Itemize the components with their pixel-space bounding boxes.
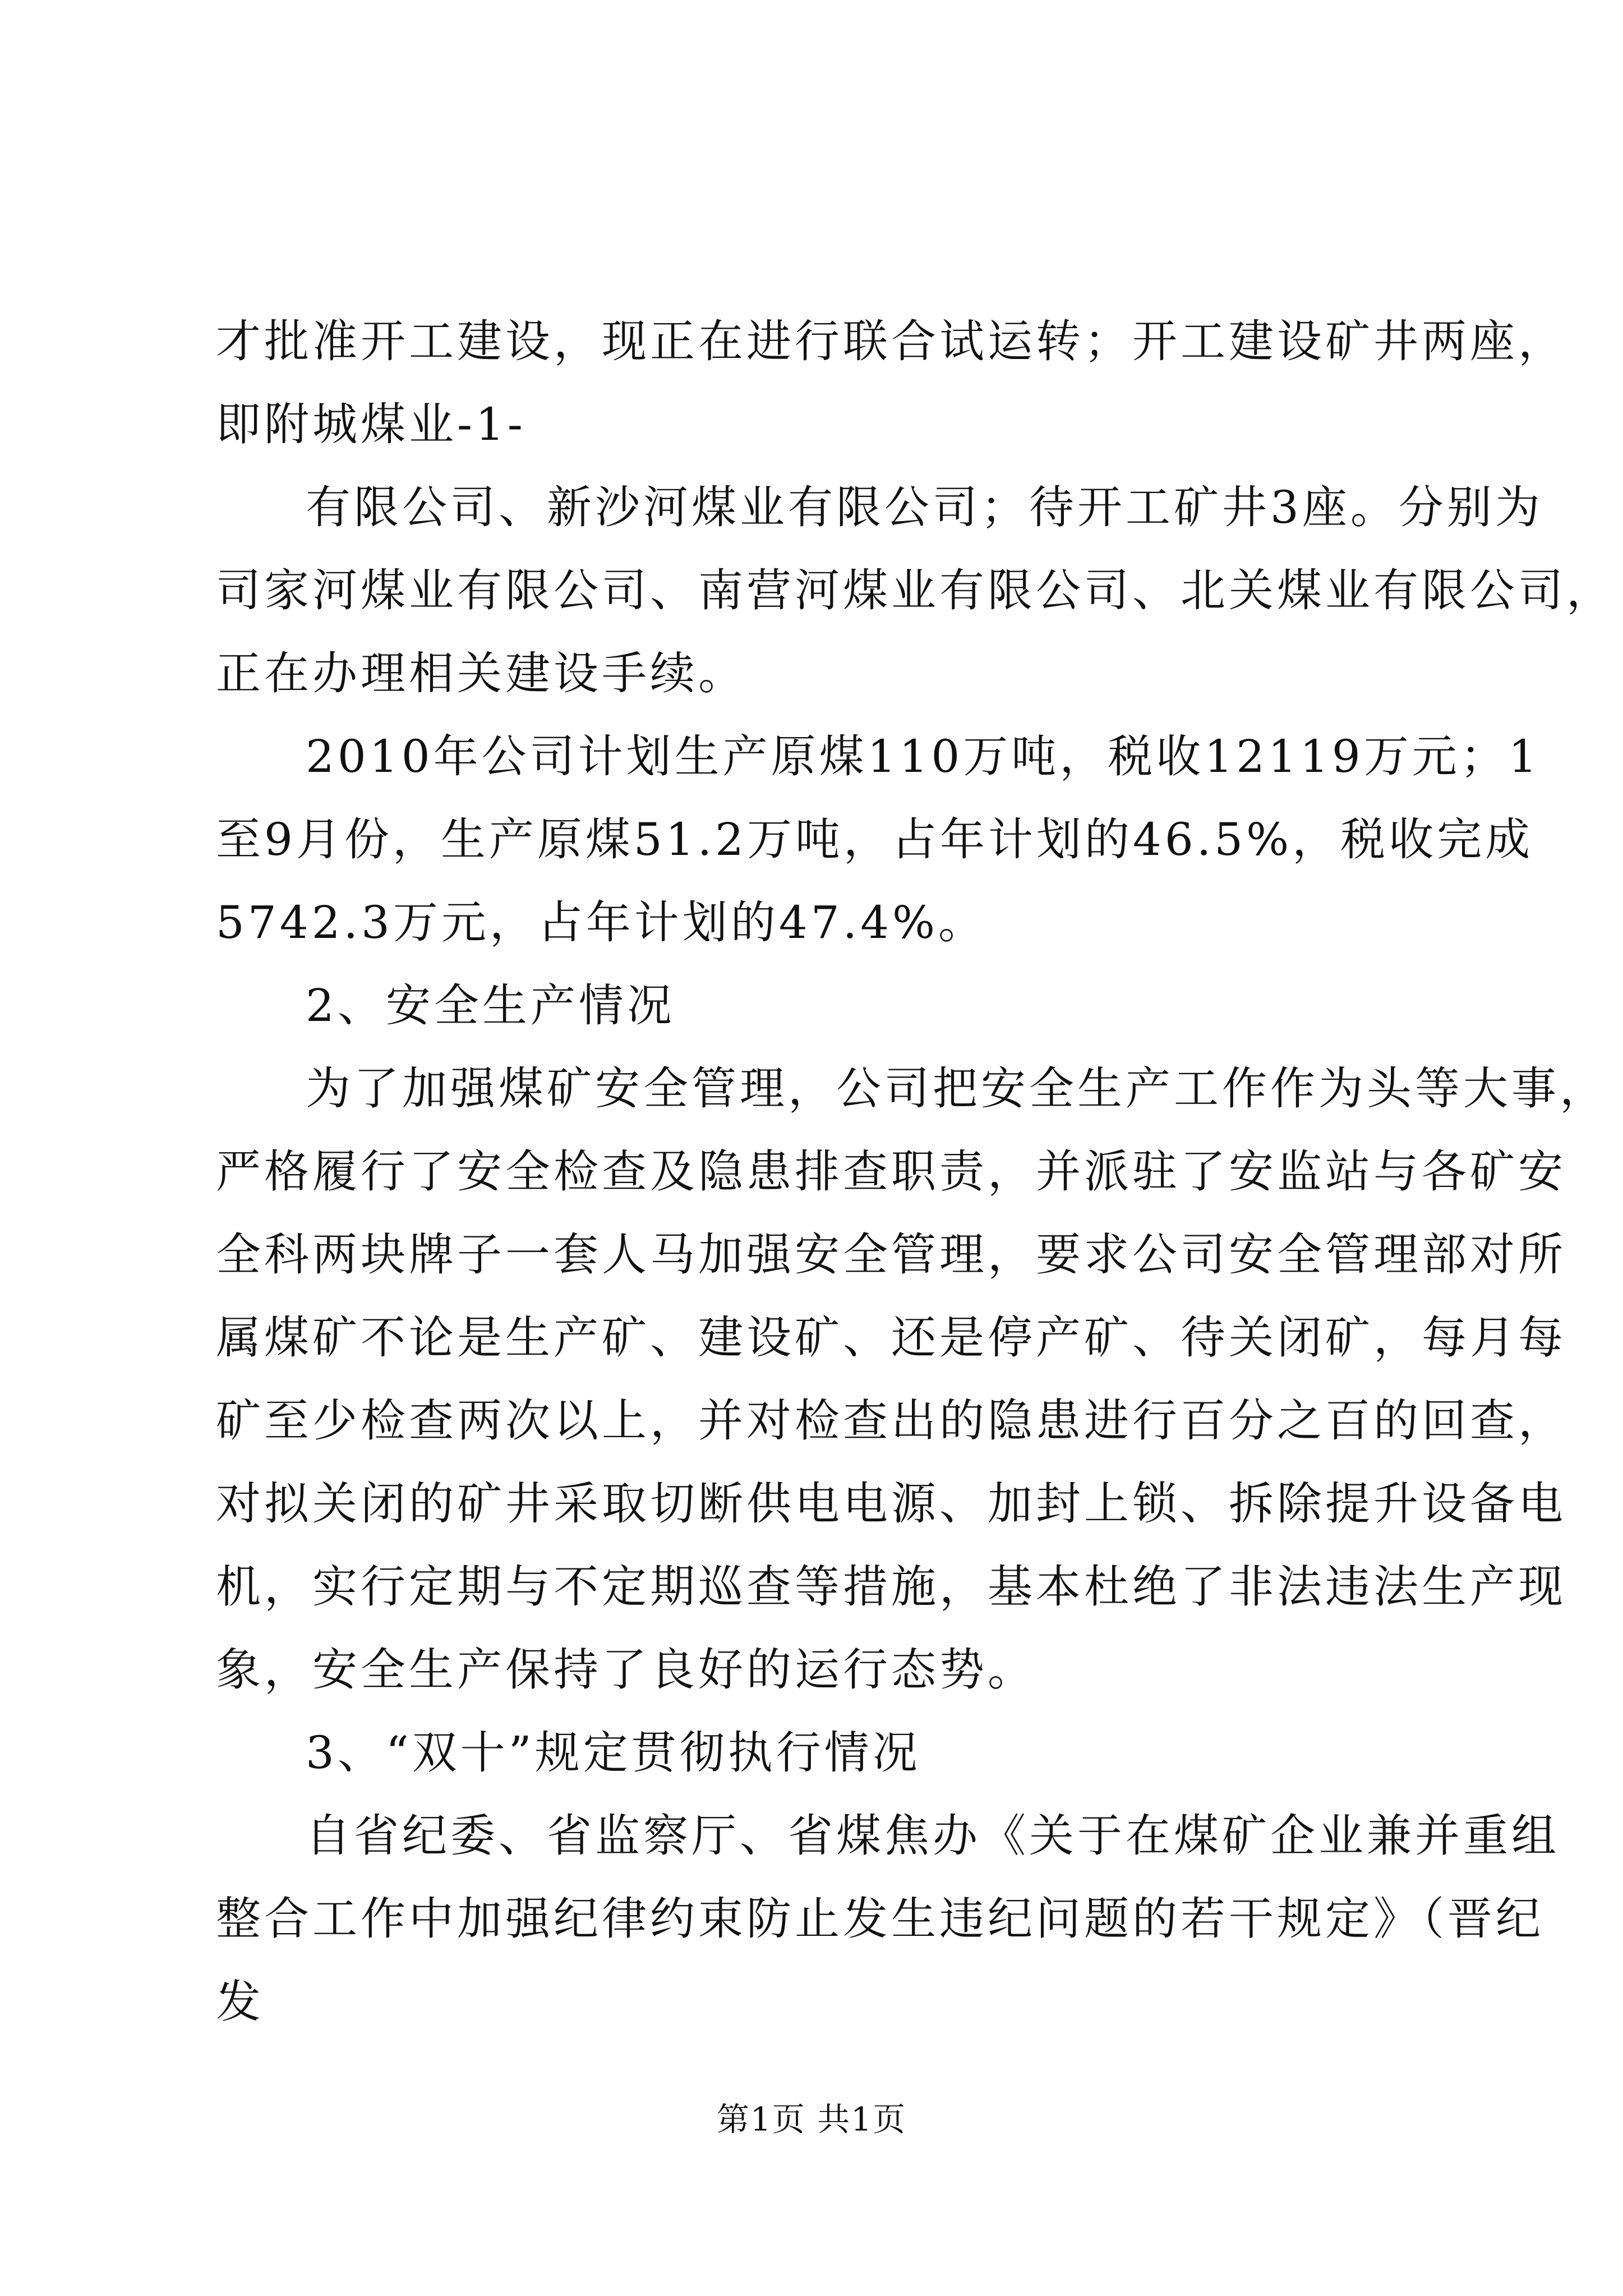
text-line: 正在办理相关建设手续。 [216, 647, 746, 700]
text-line: 全科两块牌子一套人马加强安全管理，要求公司安全管理部对所 [216, 1228, 1566, 1281]
text-line: 严格履行了安全检查及隐患排查职责，并派驻了安监站与各矿安 [216, 1145, 1566, 1198]
paragraph-first-line: 自省纪委、省监察厅、省煤焦办《关于在煤矿企业兼并重组 [306, 1810, 1560, 1862]
section-heading: 3、“双十”规定贯彻执行情况 [306, 1727, 921, 1779]
text-line: 5742.3万元，占年计划的47.4%。 [216, 896, 987, 949]
text-line: 机，实行定期与不定期巡查等措施，基本杜绝了非法违法生产现 [216, 1561, 1566, 1613]
paragraph-first-line: 2010年公司计划生产原煤110万吨，税收12119万元；1 [306, 730, 1541, 783]
text-line: 发 [216, 1976, 264, 2028]
text-line: 象，安全生产保持了良好的运行态势。 [216, 1644, 1036, 1696]
text-line: 司家河煤业有限公司、南营河煤业有限公司、北关煤业有限公司， [216, 564, 1615, 616]
page-footer: 第1页 共1页 [716, 2100, 907, 2138]
text-line: 即附城煤业-1- [216, 398, 526, 450]
document-body [216, 300, 1615, 2044]
text-line: 整合工作中加强纪律约束防止发生违纪问题的若干规定》（晋纪 [216, 1893, 1544, 1945]
paragraph-first-line: 为了加强煤矿安全管理，公司把安全生产工作作为头等大事， [306, 1062, 1608, 1115]
paragraph-first-line: 有限公司、新沙河煤业有限公司；待开工矿井3座。分别为 [306, 481, 1543, 533]
text-line: 属煤矿不论是生产矿、建设矿、还是停产矿、待关闭矿，每月每 [216, 1312, 1566, 1364]
text-line: 矿至少检查两次以上，并对检查出的隐患进行百分之百的回查， [216, 1395, 1566, 1447]
text-line: 至9月份，生产原煤51.2万吨，占年计划的46.5%，税收完成 [216, 813, 1534, 866]
section-heading: 2、安全生产情况 [306, 979, 675, 1032]
text-line: 才批准开工建设，现正在进行联合试运转；开工建设矿井两座， [216, 315, 1566, 367]
text-line: 对拟关闭的矿井采取切断供电电源、加封上锁、拆除提升设备电 [216, 1478, 1566, 1530]
